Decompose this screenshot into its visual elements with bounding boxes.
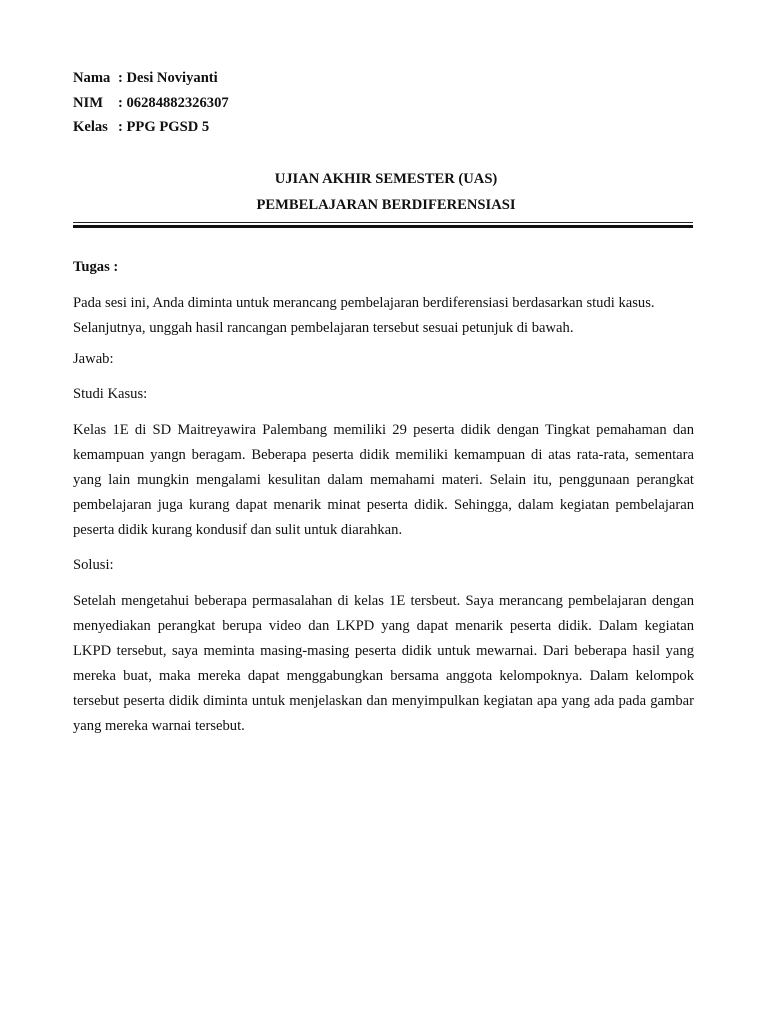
- studi-kasus-label: Studi Kasus:: [73, 386, 148, 402]
- nim-label: NIM: [73, 94, 103, 111]
- nama-value: : Desi Noviyanti: [118, 70, 218, 86]
- document-title: [0, 167, 768, 218]
- title-divider-thick: [73, 225, 693, 228]
- kelas-label: Kelas: [73, 119, 108, 135]
- nama-row: [73, 66, 229, 91]
- student-identity: [73, 66, 229, 140]
- nim-row: [73, 91, 229, 116]
- nim-value: : 06284882326307: [118, 94, 229, 111]
- kelas-value: : PPG PGSD 5: [118, 119, 210, 135]
- jawab-label: Jawab:: [73, 350, 114, 367]
- tugas-line-2: Selanjutnya, unggah hasil rancangan pembelajaran tersebut sesuai petunjuk di bawah.: [73, 319, 574, 336]
- solusi-paragraph: Setelah mengetahui beberapa permasalahan di kelas 1E tersbeut. Saya merancang pembelajaran dengan menyediakan perangkat berupa video dan LKPD yang dapat menarik peserta didik. Dalam kegiatan LKPD tersebut, saya meminta masing-masing peserta didik untuk mewarnai. Dari beberapa hasil yang mereka buat, maka mereka dapat menggabungkan bersama anggota kelompoknya. Dalam kelompok tersebut peserta didik diminta untuk menjelaskan dan menyimpulkan kegiatan apa yang ada pada gambar yang mereka warnai tersebut.: [73, 592, 694, 734]
- nama-label: Nama: [73, 70, 111, 86]
- kelas-row: [73, 115, 229, 140]
- title-line-2: PEMBELAJARAN BERDIFERENSIASI: [256, 196, 516, 213]
- title-divider-thin: [73, 222, 693, 223]
- tugas-heading: Tugas :: [73, 259, 119, 275]
- tugas-paragraph: [73, 291, 694, 341]
- title-line-1: UJIAN AKHIR SEMESTER (UAS): [274, 171, 498, 187]
- tugas-line-1: Pada sesi ini, Anda diminta untuk merancang pembelajaran berdiferensiasi berdasarkan studi kasus.: [73, 294, 655, 311]
- document-body: [73, 255, 694, 749]
- solusi-label: Solusi:: [73, 557, 114, 573]
- studi-kasus-paragraph: Kelas 1E di SD Maitreyawira Palembang memiliki 29 peserta didik dengan Tingkat pemahaman dan kemampuan yangn beragam. Beberapa peserta didik memiliki kemampuan di atas rata-rata, sementara yang lain mungkin mengalami kesulitan dalam memahami materi. Selain itu, penggunaan perangkat pembelajaran juga kurang dapat menarik minat peserta didik. Sehingga, dalam kegiatan pembelajaran peserta didik kurang kondusif dan sulit untuk diarahkan.: [73, 421, 694, 538]
